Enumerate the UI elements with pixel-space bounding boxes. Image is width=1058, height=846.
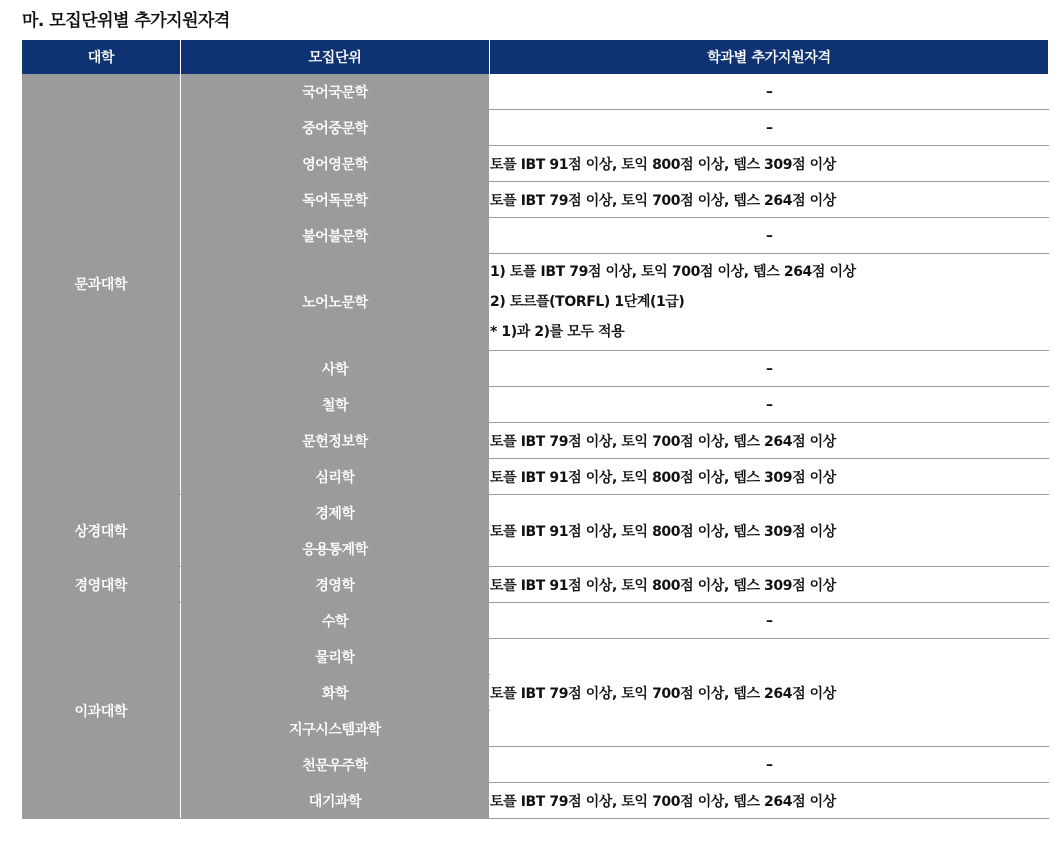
unit-cell: 수학: [181, 603, 490, 639]
unit-cell: 물리학: [181, 639, 490, 675]
qualification-cell: 토플 IBT 91점 이상, 토익 800점 이상, 텝스 309점 이상: [490, 459, 1049, 495]
unit-cell: 독어독문학: [181, 182, 490, 218]
qualification-cell: –: [490, 110, 1049, 146]
unit-cell: 심리학: [181, 459, 490, 495]
qualification-cell: 토플 IBT 79점 이상, 토익 700점 이상, 텝스 264점 이상: [490, 182, 1049, 218]
header-unit: 모집단위: [181, 40, 490, 74]
qualification-table: [21, 40, 1049, 819]
unit-cell: 영어영문학: [181, 146, 490, 182]
qualification-cell: –: [490, 218, 1049, 254]
qualification-line: 2) 토르플(TORFL) 1단계(1급): [490, 294, 685, 310]
unit-cell: 경제학: [181, 495, 490, 531]
qualification-cell: 토플 IBT 91점 이상, 토익 800점 이상, 텝스 309점 이상: [490, 146, 1049, 182]
qualification-cell: 토플 IBT 91점 이상, 토익 800점 이상, 텝스 309점 이상: [490, 567, 1049, 603]
qualification-cell: –: [490, 747, 1049, 783]
qualification-line: 1) 토플 IBT 79점 이상, 토익 700점 이상, 텝스 264점 이상: [490, 264, 856, 280]
unit-cell: 지구시스템과학: [181, 711, 490, 747]
qualification-line: * 1)과 2)를 모두 적용: [490, 324, 625, 340]
header-college: 대학: [22, 40, 181, 74]
unit-cell: 대기과학: [181, 783, 490, 819]
unit-cell: 경영학: [181, 567, 490, 603]
unit-cell: 사학: [181, 351, 490, 387]
table-row: [22, 603, 1049, 639]
qualification-cell: –: [490, 351, 1049, 387]
qualification-cell: –: [490, 74, 1049, 110]
unit-cell: 노어노문학: [181, 254, 490, 351]
header-qualification: 학과별 추가지원자격: [490, 40, 1049, 74]
qualification-cell: 토플 IBT 79점 이상, 토익 700점 이상, 텝스 264점 이상: [490, 639, 1049, 747]
qualification-cell: –: [490, 387, 1049, 423]
table-header-row: [22, 40, 1049, 74]
college-business-econ: 상경대학: [22, 495, 181, 567]
table-row: [22, 495, 1049, 531]
qualification-cell: 토플 IBT 79점 이상, 토익 700점 이상, 텝스 264점 이상: [490, 423, 1049, 459]
college-science: 이과대학: [22, 603, 181, 819]
table-row: [22, 567, 1049, 603]
qualification-cell-multiline: [490, 254, 1049, 351]
unit-cell: 중어중문학: [181, 110, 490, 146]
table-row: [22, 74, 1049, 110]
section-title: 마. 모집단위별 추가지원자격: [22, 11, 230, 31]
college-management: 경영대학: [22, 567, 181, 603]
unit-cell: 응용통계학: [181, 531, 490, 567]
qualification-cell: –: [490, 603, 1049, 639]
unit-cell: 문헌정보학: [181, 423, 490, 459]
unit-cell: 화학: [181, 675, 490, 711]
qualification-cell: 토플 IBT 79점 이상, 토익 700점 이상, 텝스 264점 이상: [490, 783, 1049, 819]
unit-cell: 불어불문학: [181, 218, 490, 254]
qualification-cell: 토플 IBT 91점 이상, 토익 800점 이상, 텝스 309점 이상: [490, 495, 1049, 567]
unit-cell: 국어국문학: [181, 74, 490, 110]
college-humanities: 문과대학: [22, 74, 181, 495]
unit-cell: 철학: [181, 387, 490, 423]
unit-cell: 천문우주학: [181, 747, 490, 783]
